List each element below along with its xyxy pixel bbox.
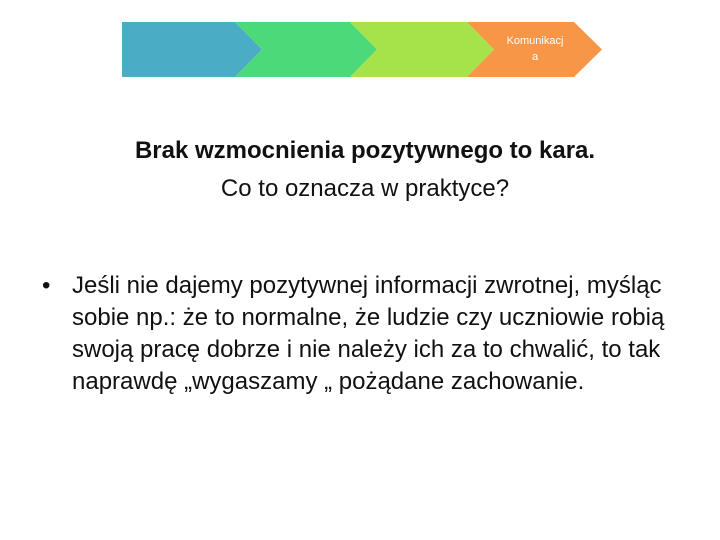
bullet-item [42, 270, 682, 398]
process-chevron-bar [122, 22, 602, 77]
bullet-text: Jeśli nie dajemy pozytywnej informacji zwrotnej, myśląc sobie np.: że to normalne, że ludzie czy uczniowie robią swoją pracę dobrze i nie należy ich za to chwalić, to tak naprawdę „wygaszamy „ pożądane zachowanie. [72, 272, 665, 395]
process-step-4-label: Komunikacj a [506, 35, 564, 63]
process-step-1 [122, 22, 262, 77]
bullet-list [42, 270, 682, 398]
bullet-marker: • [42, 272, 51, 299]
heading-line-2: Co to oznacza w praktyce? [220, 175, 510, 202]
heading-line-1: Brak wzmocnienia pozytywnego to kara. [134, 137, 596, 164]
slide-heading [0, 132, 720, 208]
